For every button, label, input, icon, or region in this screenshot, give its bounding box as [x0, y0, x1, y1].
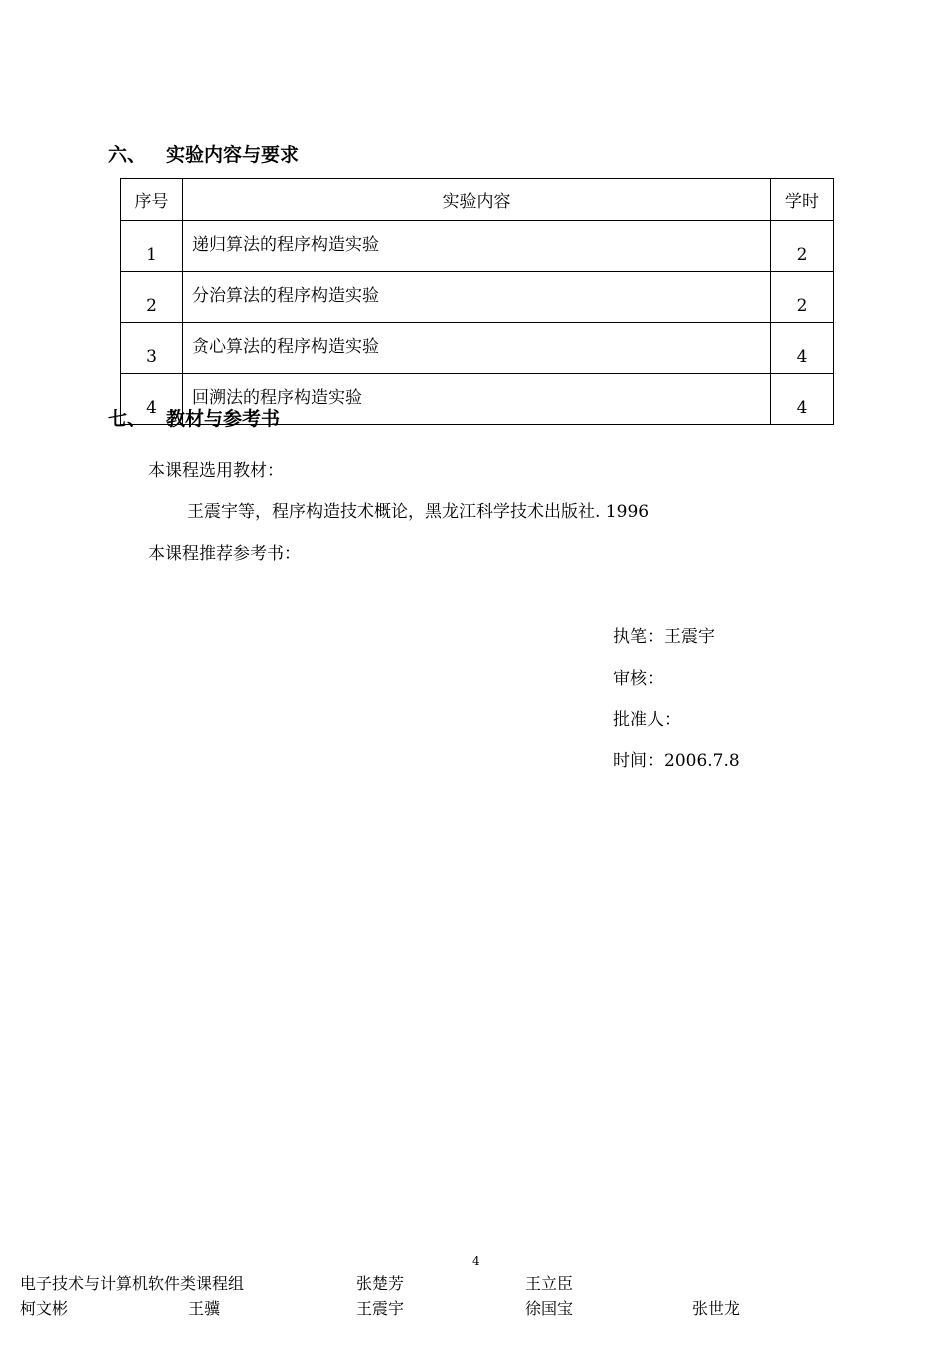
footer-member: 柯文彬 [20, 1299, 69, 1318]
footer-group-name: 电子技术与计算机软件类课程组 [20, 1274, 245, 1293]
reviewer-line: 审核： [613, 669, 664, 689]
section-7-number: 七、 [108, 408, 147, 430]
row-no: 4 [121, 374, 183, 425]
row-content: 分治算法的程序构造实验 [183, 272, 771, 323]
table-row [121, 323, 834, 374]
experiment-table [120, 178, 834, 425]
section-6-heading [108, 140, 299, 167]
footer-member: 王震宇 [356, 1299, 405, 1318]
section-7-heading [108, 404, 280, 431]
row-content: 递归算法的程序构造实验 [183, 221, 771, 272]
row-hours: 2 [771, 272, 834, 323]
page-number: 4 [472, 1254, 480, 1268]
section-6-number: 六、 [108, 144, 147, 166]
section-7-title: 教材与参考书 [166, 408, 281, 430]
row-content: 回溯法的程序构造实验 [183, 374, 771, 425]
approver-line: 批准人： [613, 710, 681, 730]
row-no: 3 [121, 323, 183, 374]
section-6-title: 实验内容与要求 [166, 144, 300, 166]
header-content: 实验内容 [183, 179, 771, 221]
table-row [121, 221, 834, 272]
row-no: 2 [121, 272, 183, 323]
row-content: 贪心算法的程序构造实验 [183, 323, 771, 374]
header-no: 序号 [121, 179, 183, 221]
table-row [121, 272, 834, 323]
author-line: 执笔：王震宇 [613, 627, 715, 647]
table-header-row [121, 179, 834, 221]
row-hours: 4 [771, 374, 834, 425]
footer-member: 张世龙 [692, 1299, 741, 1318]
footer-member: 王骥 [188, 1299, 221, 1318]
footer-member: 徐国宝 [525, 1299, 574, 1318]
reference-label: 本课程推荐参考书： [148, 544, 301, 564]
footer-member: 张楚芳 [356, 1274, 405, 1293]
date-line: 时间：2006.7.8 [613, 751, 740, 771]
footer-member: 王立臣 [525, 1274, 574, 1293]
row-hours: 2 [771, 221, 834, 272]
row-no: 1 [121, 221, 183, 272]
row-hours: 4 [771, 323, 834, 374]
textbook-label: 本课程选用教材： [148, 461, 284, 481]
textbook-citation: 王震宇等，程序构造技术概论，黑龙江科学技术出版社. 1996 [187, 502, 650, 522]
header-hours: 学时 [771, 179, 834, 221]
